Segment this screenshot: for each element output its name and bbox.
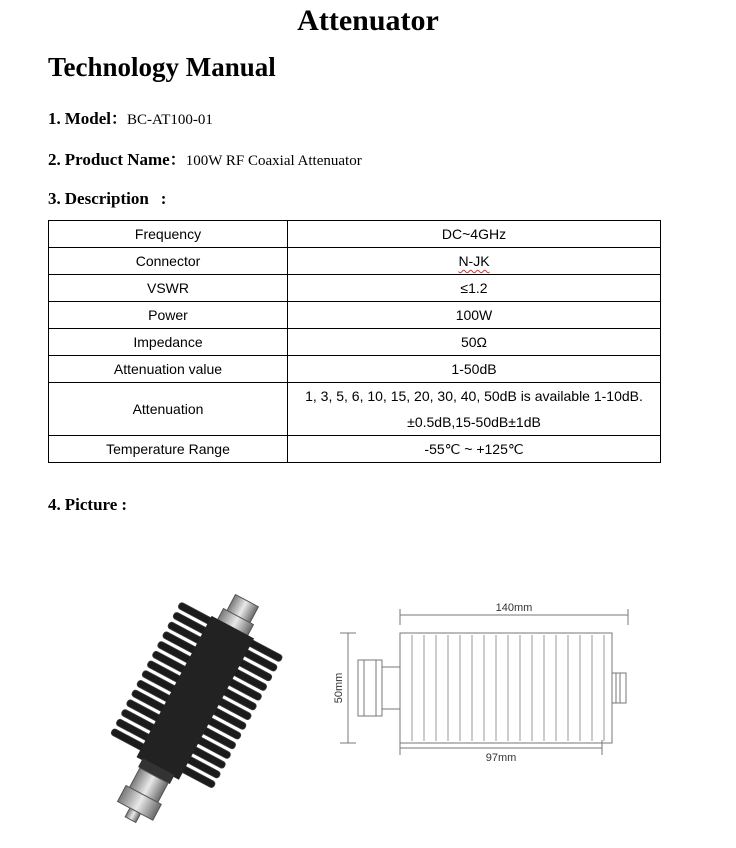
table-row: [49, 302, 661, 329]
product-name-number: 2.: [48, 150, 61, 169]
spec-value-line-1: 1, 3, 5, 6, 10, 15, 20, 30, 40, 50dB is available 1-10dB.: [305, 388, 643, 404]
spec-value: ≤1.2: [288, 275, 661, 302]
model-value: BC-AT100-01: [127, 112, 213, 128]
spec-key: Frequency: [49, 221, 288, 248]
page-title: Attenuator: [297, 4, 439, 37]
spec-value: 1-50dB: [288, 356, 661, 383]
spec-value: 100W: [288, 302, 661, 329]
table-row: [49, 329, 661, 356]
description-label: Description: [64, 189, 149, 208]
spec-value: [288, 248, 661, 275]
spec-key: VSWR: [49, 275, 288, 302]
table-row: [49, 383, 661, 436]
table-row: [49, 356, 661, 383]
spec-key: Attenuation: [49, 383, 288, 436]
table-row: [49, 436, 661, 463]
table-row: [49, 221, 661, 248]
spec-key: Connector: [49, 248, 288, 275]
model-number: 1.: [48, 109, 61, 128]
spec-key: Attenuation value: [49, 356, 288, 383]
product-name-value: 100W RF Coaxial Attenuator: [185, 153, 362, 169]
spec-value-line-2: ±0.5dB,15-50dB±1dB: [407, 414, 541, 430]
picture-colon: :: [121, 495, 127, 514]
description-section: [48, 189, 166, 209]
diameter-dimension-label: 50mm: [333, 672, 345, 704]
picture-label: Picture: [64, 495, 118, 514]
length-dimension-label: 140mm: [495, 602, 533, 614]
spec-key: Temperature Range: [49, 436, 288, 463]
spec-value-text: N-JK: [458, 253, 490, 269]
spec-table: [48, 220, 661, 463]
spec-key: Power: [49, 302, 288, 329]
model-label: Model: [64, 109, 112, 128]
description-number: 3.: [48, 189, 61, 208]
spec-value: 50Ω: [288, 329, 661, 356]
picture-number: 4.: [48, 495, 61, 514]
document-subtitle: Technology Manual: [48, 52, 276, 82]
table-row: [49, 248, 661, 275]
dimension-drawing: [330, 595, 660, 770]
model-section: 1. Model：BC-AT100-01: [48, 109, 213, 128]
picture-section: [48, 495, 127, 515]
spec-value: [288, 383, 661, 436]
table-row: [49, 275, 661, 302]
spec-value: DC~4GHz: [288, 221, 661, 248]
attenuator-photo: [70, 585, 300, 845]
product-name-section: 2. Product Name：100W RF Coaxial Attenuator: [48, 150, 362, 169]
spec-key: Impedance: [49, 329, 288, 356]
body-dimension-label: 97mm: [485, 752, 517, 764]
spec-value: -55℃ ~ +125℃: [288, 436, 661, 463]
product-name-label: Product Name: [64, 150, 170, 169]
description-colon: :: [160, 189, 167, 208]
